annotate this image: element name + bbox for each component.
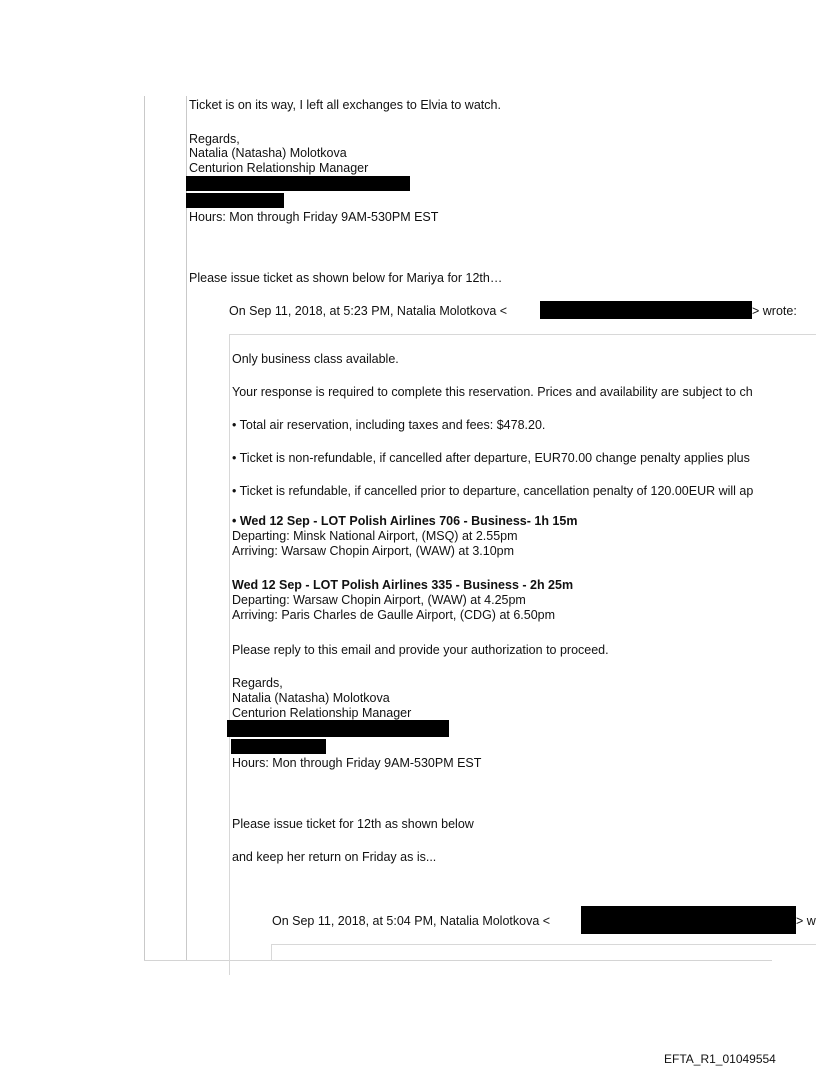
flight-header: Wed 12 Sep - LOT Polish Airlines 335 - Business - 2h 25m bbox=[232, 578, 574, 592]
quote-header bbox=[272, 914, 550, 928]
message-text: Ticket is on its way, I left all exchanges to Elvia to watch. bbox=[189, 98, 501, 112]
nested-quoted-message bbox=[271, 944, 816, 961]
signature-hours: Hours: Mon through Friday 9AM-530PM EST bbox=[232, 756, 482, 770]
quote-header-text: On Sep 11, 2018, at 5:23 PM, Natalia Molotkova < bbox=[229, 304, 508, 318]
redaction-block bbox=[231, 739, 326, 754]
signature-title: Centurion Relationship Manager bbox=[189, 161, 369, 175]
flight-arriving: Arriving: Warsaw Chopin Airport, (WAW) at 3.10pm bbox=[232, 544, 515, 558]
quote-header-suffix: > w bbox=[796, 914, 816, 928]
redaction-block bbox=[540, 301, 752, 319]
flight-header: • Wed 12 Sep - LOT Polish Airlines 706 - Business- 1h 15m bbox=[232, 514, 578, 528]
quote-text: Please reply to this email and provide your authorization to proceed. bbox=[232, 643, 609, 657]
redaction-block bbox=[186, 176, 410, 191]
quote-text: Your response is required to complete this reservation. Prices and availability are subject to ch bbox=[232, 385, 753, 399]
message-text: Please issue ticket as shown below for Mariya for 12th… bbox=[189, 271, 503, 285]
flight-departing: Departing: Warsaw Chopin Airport, (WAW) at 4.25pm bbox=[232, 593, 526, 607]
quote-text: Only business class available. bbox=[232, 352, 399, 366]
quote-header-suffix: > wrote: bbox=[752, 304, 797, 318]
quote-text: and keep her return on Friday as is... bbox=[232, 850, 437, 864]
signature-name: Natalia (Natasha) Molotkova bbox=[189, 146, 347, 160]
signature-regards: Regards, bbox=[232, 676, 283, 690]
signature-title: Centurion Relationship Manager bbox=[232, 706, 412, 720]
redaction-block bbox=[227, 720, 449, 737]
signature-name: Natalia (Natasha) Molotkova bbox=[232, 691, 390, 705]
signature-hours: Hours: Mon through Friday 9AM-530PM EST bbox=[189, 210, 439, 224]
quote-header-text: On Sep 11, 2018, at 5:04 PM, Natalia Molotkova < bbox=[272, 914, 551, 928]
redaction-block bbox=[581, 906, 796, 934]
redaction-block bbox=[186, 193, 284, 208]
thread-inner-rule bbox=[186, 96, 187, 961]
quote-header bbox=[229, 304, 507, 318]
thread-left-rule bbox=[144, 96, 145, 961]
document-id: EFTA_R1_01049554 bbox=[664, 1052, 776, 1066]
flight-departing: Departing: Minsk National Airport, (MSQ) at 2.55pm bbox=[232, 529, 518, 543]
flight-arriving: Arriving: Paris Charles de Gaulle Airport, (CDG) at 6.50pm bbox=[232, 608, 556, 622]
bullet-item: • Ticket is non-refundable, if cancelled after departure, EUR70.00 change penalty applies plus bbox=[232, 451, 750, 465]
signature-regards: Regards, bbox=[189, 132, 240, 146]
quote-text: Please issue ticket for 12th as shown below bbox=[232, 817, 474, 831]
bullet-item: • Ticket is refundable, if cancelled prior to departure, cancellation penalty of 120.00EUR will ap bbox=[232, 484, 754, 498]
bullet-item: • Total air reservation, including taxes and fees: $478.20. bbox=[232, 418, 546, 432]
